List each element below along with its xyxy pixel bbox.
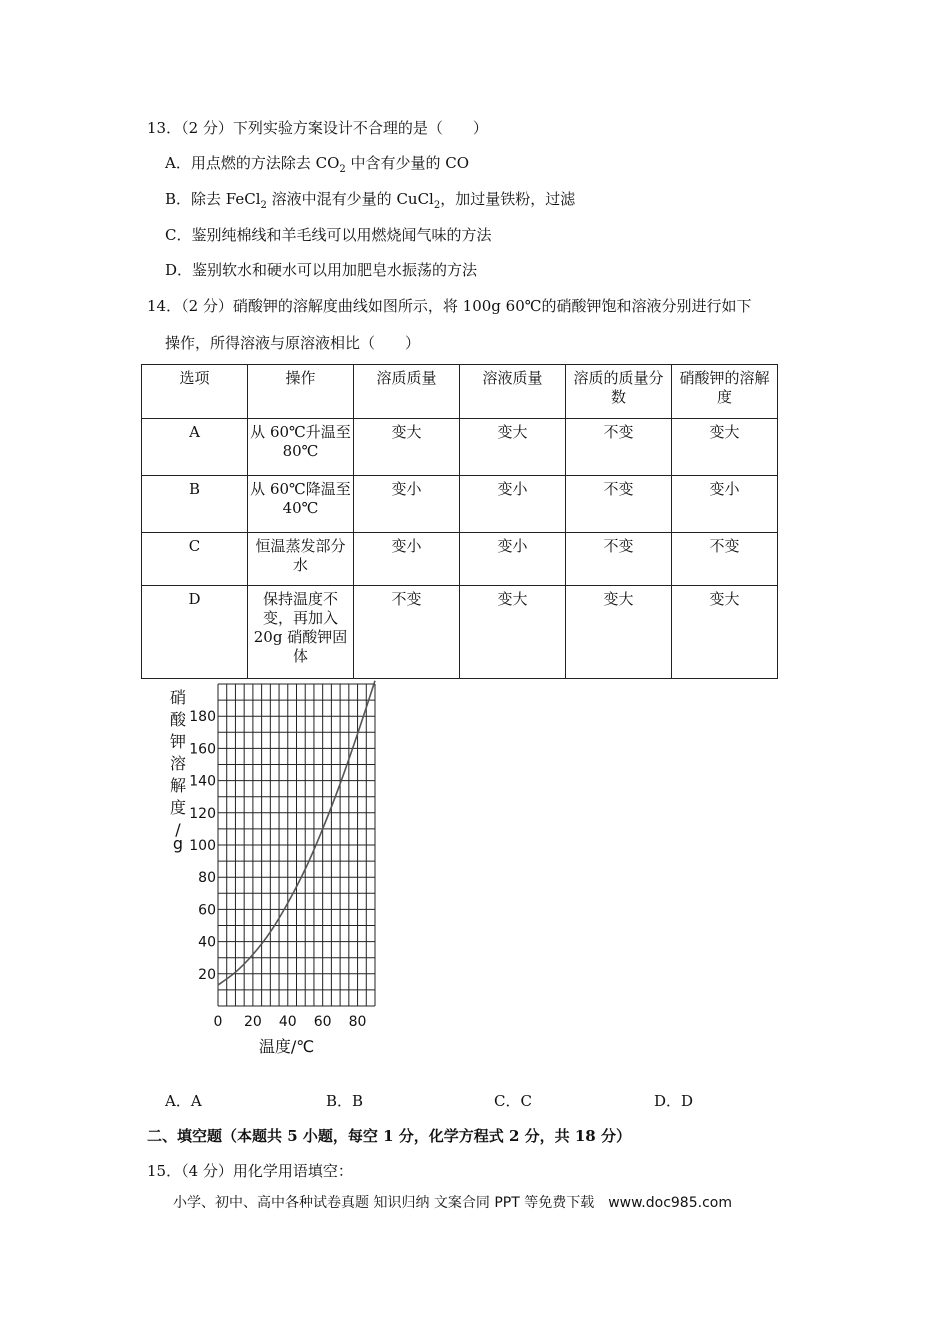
table-cell: 变大 — [566, 586, 672, 679]
y-axis-label-char: 溶 — [169, 754, 187, 773]
table-cell: 变小 — [354, 533, 460, 586]
y-tick-label: 60 — [198, 902, 216, 919]
x-tick-label: 0 — [213, 1014, 223, 1030]
table-cell: 不变 — [354, 586, 460, 679]
table-row — [142, 419, 778, 476]
q13-option-a-post: 中含有少量的 CO — [345, 154, 470, 172]
table-cell: 从 60℃升温至 80℃ — [248, 419, 354, 476]
x-tick-label: 60 — [313, 1014, 332, 1030]
q13-option-b-sub2: 2 — [433, 200, 441, 211]
table-cell: 从 60℃降温至 40℃ — [248, 476, 354, 533]
table-cell: 变小 — [460, 476, 566, 533]
y-tick-label: 100 — [189, 838, 216, 854]
y-tick-label: 160 — [189, 741, 216, 758]
q13-option-b — [165, 189, 575, 216]
table-header-row — [142, 365, 778, 419]
y-axis-label-char: 硝 — [169, 688, 187, 707]
x-tick-label: 80 — [348, 1014, 367, 1030]
table-cell: 变小 — [354, 476, 460, 533]
table-cell: 保持温度不变，再加入 20g 硝酸钾固体 — [248, 586, 354, 679]
q13-option-b-mid: 溶液中混有少量的 CuCl — [266, 190, 434, 208]
y-axis-label-char: 度 — [169, 798, 187, 817]
q13-option-b-text: B．除去 FeCl — [165, 190, 261, 208]
answer-d: D．D — [654, 1092, 694, 1110]
table-cell: C — [142, 533, 248, 586]
q13-option-b-sub: 2 — [260, 200, 267, 211]
table-cell: 不变 — [566, 476, 672, 533]
q13-option-a-text: A．用点燃的方法除去 CO — [165, 154, 340, 172]
answer-c: C．C — [494, 1092, 532, 1110]
table-cell: D — [142, 586, 248, 679]
table-cell: 恒温蒸发部分水 — [248, 533, 354, 586]
section-2-title: 二、填空题（本题共 5 小题，每空 1 分，化学方程式 2 分，共 18 分） — [147, 1127, 631, 1145]
q13-option-a-sub: 2 — [339, 164, 346, 175]
answer-b: B．B — [326, 1092, 364, 1110]
y-tick-label: 40 — [198, 934, 216, 951]
q14-table — [141, 364, 778, 679]
y-tick-label: 120 — [189, 805, 216, 822]
table-header-cell: 操作 — [248, 365, 354, 419]
y-tick-label: 20 — [198, 966, 216, 983]
table-cell: 不变 — [566, 419, 672, 476]
q13-option-c: C．鉴别纯棉线和羊毛线可以用燃烧闻气味的方法 — [165, 226, 492, 244]
y-axis-label-char: 钾 — [169, 732, 187, 751]
table-header-cell: 溶质的质量分数 — [566, 365, 672, 419]
table-header-cell: 硝酸钾的溶解度 — [672, 365, 778, 419]
table-cell: 变大 — [354, 419, 460, 476]
table-cell: B — [142, 476, 248, 533]
x-tick-label: 40 — [278, 1014, 297, 1030]
table-cell: 变小 — [672, 476, 778, 533]
table-header-cell: 选项 — [142, 365, 248, 419]
table-row — [142, 586, 778, 679]
q14-stem-line1: 14．（2 分）硝酸钾的溶解度曲线如图所示，将 100g 60℃的硝酸钾饱和溶液分别进行如下 — [147, 297, 752, 315]
footer-text: 小学、初中、高中各种试卷真题 知识归纳 文案合同 PPT 等免费下载 www.doc985.com — [173, 1195, 732, 1211]
table-cell: 变大 — [672, 586, 778, 679]
table-cell: 变小 — [460, 533, 566, 586]
x-axis-label: 温度/℃ — [258, 1037, 315, 1056]
q15-stem: 15．（4 分）用化学用语填空： — [147, 1162, 353, 1180]
y-tick-label: 140 — [189, 773, 216, 790]
answer-a: A．A — [165, 1092, 202, 1110]
table-cell: 变大 — [460, 419, 566, 476]
table-header-cell: 溶液质量 — [460, 365, 566, 419]
table-cell: 变大 — [460, 586, 566, 679]
y-axis-label-char: 解 — [169, 776, 187, 795]
y-axis-label-char: 酸 — [169, 710, 187, 729]
q13-option-a — [165, 153, 469, 180]
table-row — [142, 476, 778, 533]
table-row — [142, 533, 778, 586]
solubility-chart — [160, 676, 390, 1076]
table-header-cell: 溶质质量 — [354, 365, 460, 419]
y-tick-label: 180 — [189, 709, 216, 726]
y-tick-label: 80 — [198, 870, 216, 887]
table-cell: 不变 — [566, 533, 672, 586]
table-cell: 变大 — [672, 419, 778, 476]
y-axis-label-char: / — [175, 820, 181, 839]
q13-option-b-post: ，加过量铁粉，过滤 — [440, 190, 576, 208]
y-axis-label-char: g — [172, 834, 184, 853]
q13-option-d: D．鉴别软水和硬水可以用加肥皂水振荡的方法 — [165, 261, 478, 279]
solubility-chart-svg — [160, 676, 390, 1076]
table-cell: 不变 — [672, 533, 778, 586]
q14-stem-line2: 操作，所得溶液与原溶液相比（ ） — [165, 334, 421, 352]
table-cell: A — [142, 419, 248, 476]
q13-stem: 13．（2 分）下列实验方案设计不合理的是（ ） — [147, 119, 488, 137]
x-tick-label: 20 — [243, 1014, 262, 1030]
